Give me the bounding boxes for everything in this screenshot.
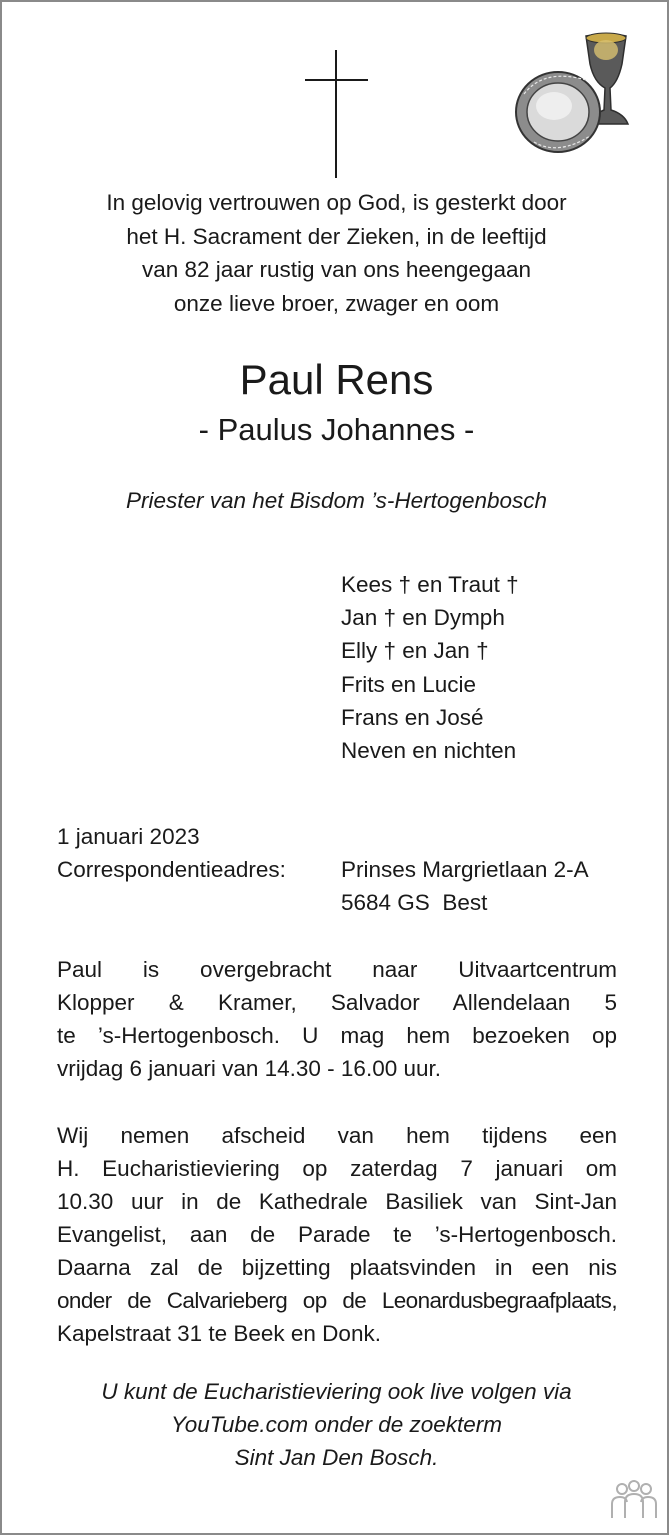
intro-line: In gelovig vertrouwen op God, is gesterkt door xyxy=(106,190,567,215)
paragraph-line: onder de Calvarieberg op de Leonardusbegraafplaats, xyxy=(57,1288,617,1313)
paragraph-line: Evangelist, aan de Parade te ’s-Hertogenbosch. xyxy=(57,1222,617,1247)
chalice-paten-icon xyxy=(514,32,634,164)
correspondence-address xyxy=(341,853,589,919)
address-line: Prinses Margrietlaan 2-A xyxy=(341,857,589,882)
address-line: 5684 GS Best xyxy=(341,890,488,915)
paragraph-line: 10.30 uur in de Kathedrale Basiliek van Sint-Jan xyxy=(57,1189,617,1214)
family-member: Jan † en Dymph xyxy=(341,605,505,631)
family-member: Neven en nichten xyxy=(341,738,517,764)
footer-line: Sint Jan Den Bosch. xyxy=(234,1445,439,1470)
paragraph-line: vrijdag 6 januari van 14.30 - 16.00 uur. xyxy=(57,1056,442,1081)
intro-text xyxy=(2,186,669,320)
family-member: Frans en José xyxy=(341,704,484,730)
deceased-full-name: - Paulus Johannes - xyxy=(198,412,475,447)
paragraph-line: H. Eucharistieviering op zaterdag 7 januari om xyxy=(57,1156,617,1181)
family-member: Elly † en Jan † xyxy=(341,638,489,664)
intro-line: onze lieve broer, zwager en oom xyxy=(173,290,500,316)
announcement-date: 1 januari 2023 xyxy=(57,824,200,849)
deceased-title: Priester van het Bisdom ’s-Hertogenbosch xyxy=(125,488,548,513)
paragraph-line: Klopper & Kramer, Salvador Allendelaan 5 xyxy=(57,990,617,1015)
footer-line: U kunt de Eucharistieviering ook live volgen via xyxy=(101,1379,572,1404)
viewing-paragraph xyxy=(57,953,617,1085)
paragraph-line: te ’s-Hertogenbosch. U mag hem bezoeken op xyxy=(57,1023,617,1048)
people-group-icon xyxy=(608,1480,660,1520)
footer-line: YouTube.com onder de zoekterm xyxy=(170,1412,503,1437)
intro-line: van 82 jaar rustig van ons heengegaan xyxy=(141,257,532,282)
paragraph-line: Wij nemen afscheid van hem tijdens een xyxy=(57,1123,617,1148)
deceased-name: Paul Rens xyxy=(239,356,434,403)
paragraph-line: Paul is overgebracht naar Uitvaartcentrum xyxy=(57,957,617,982)
family-member: Frits en Lucie xyxy=(341,671,477,697)
cross-icon xyxy=(302,50,372,180)
paragraph-line: Daarna zal de bijzetting plaatsvinden in een nis xyxy=(57,1255,617,1280)
paragraph-line: Kapelstraat 31 te Beek en Donk. xyxy=(57,1321,381,1346)
intro-line: het H. Sacrament der Zieken, in de leeftijd xyxy=(126,223,547,249)
livestream-note xyxy=(2,1375,669,1474)
service-paragraph xyxy=(57,1119,617,1350)
family-list xyxy=(341,568,519,767)
correspondence-label: Correspondentieadres: xyxy=(57,857,286,882)
family-member: Kees † en Traut † xyxy=(341,572,519,597)
